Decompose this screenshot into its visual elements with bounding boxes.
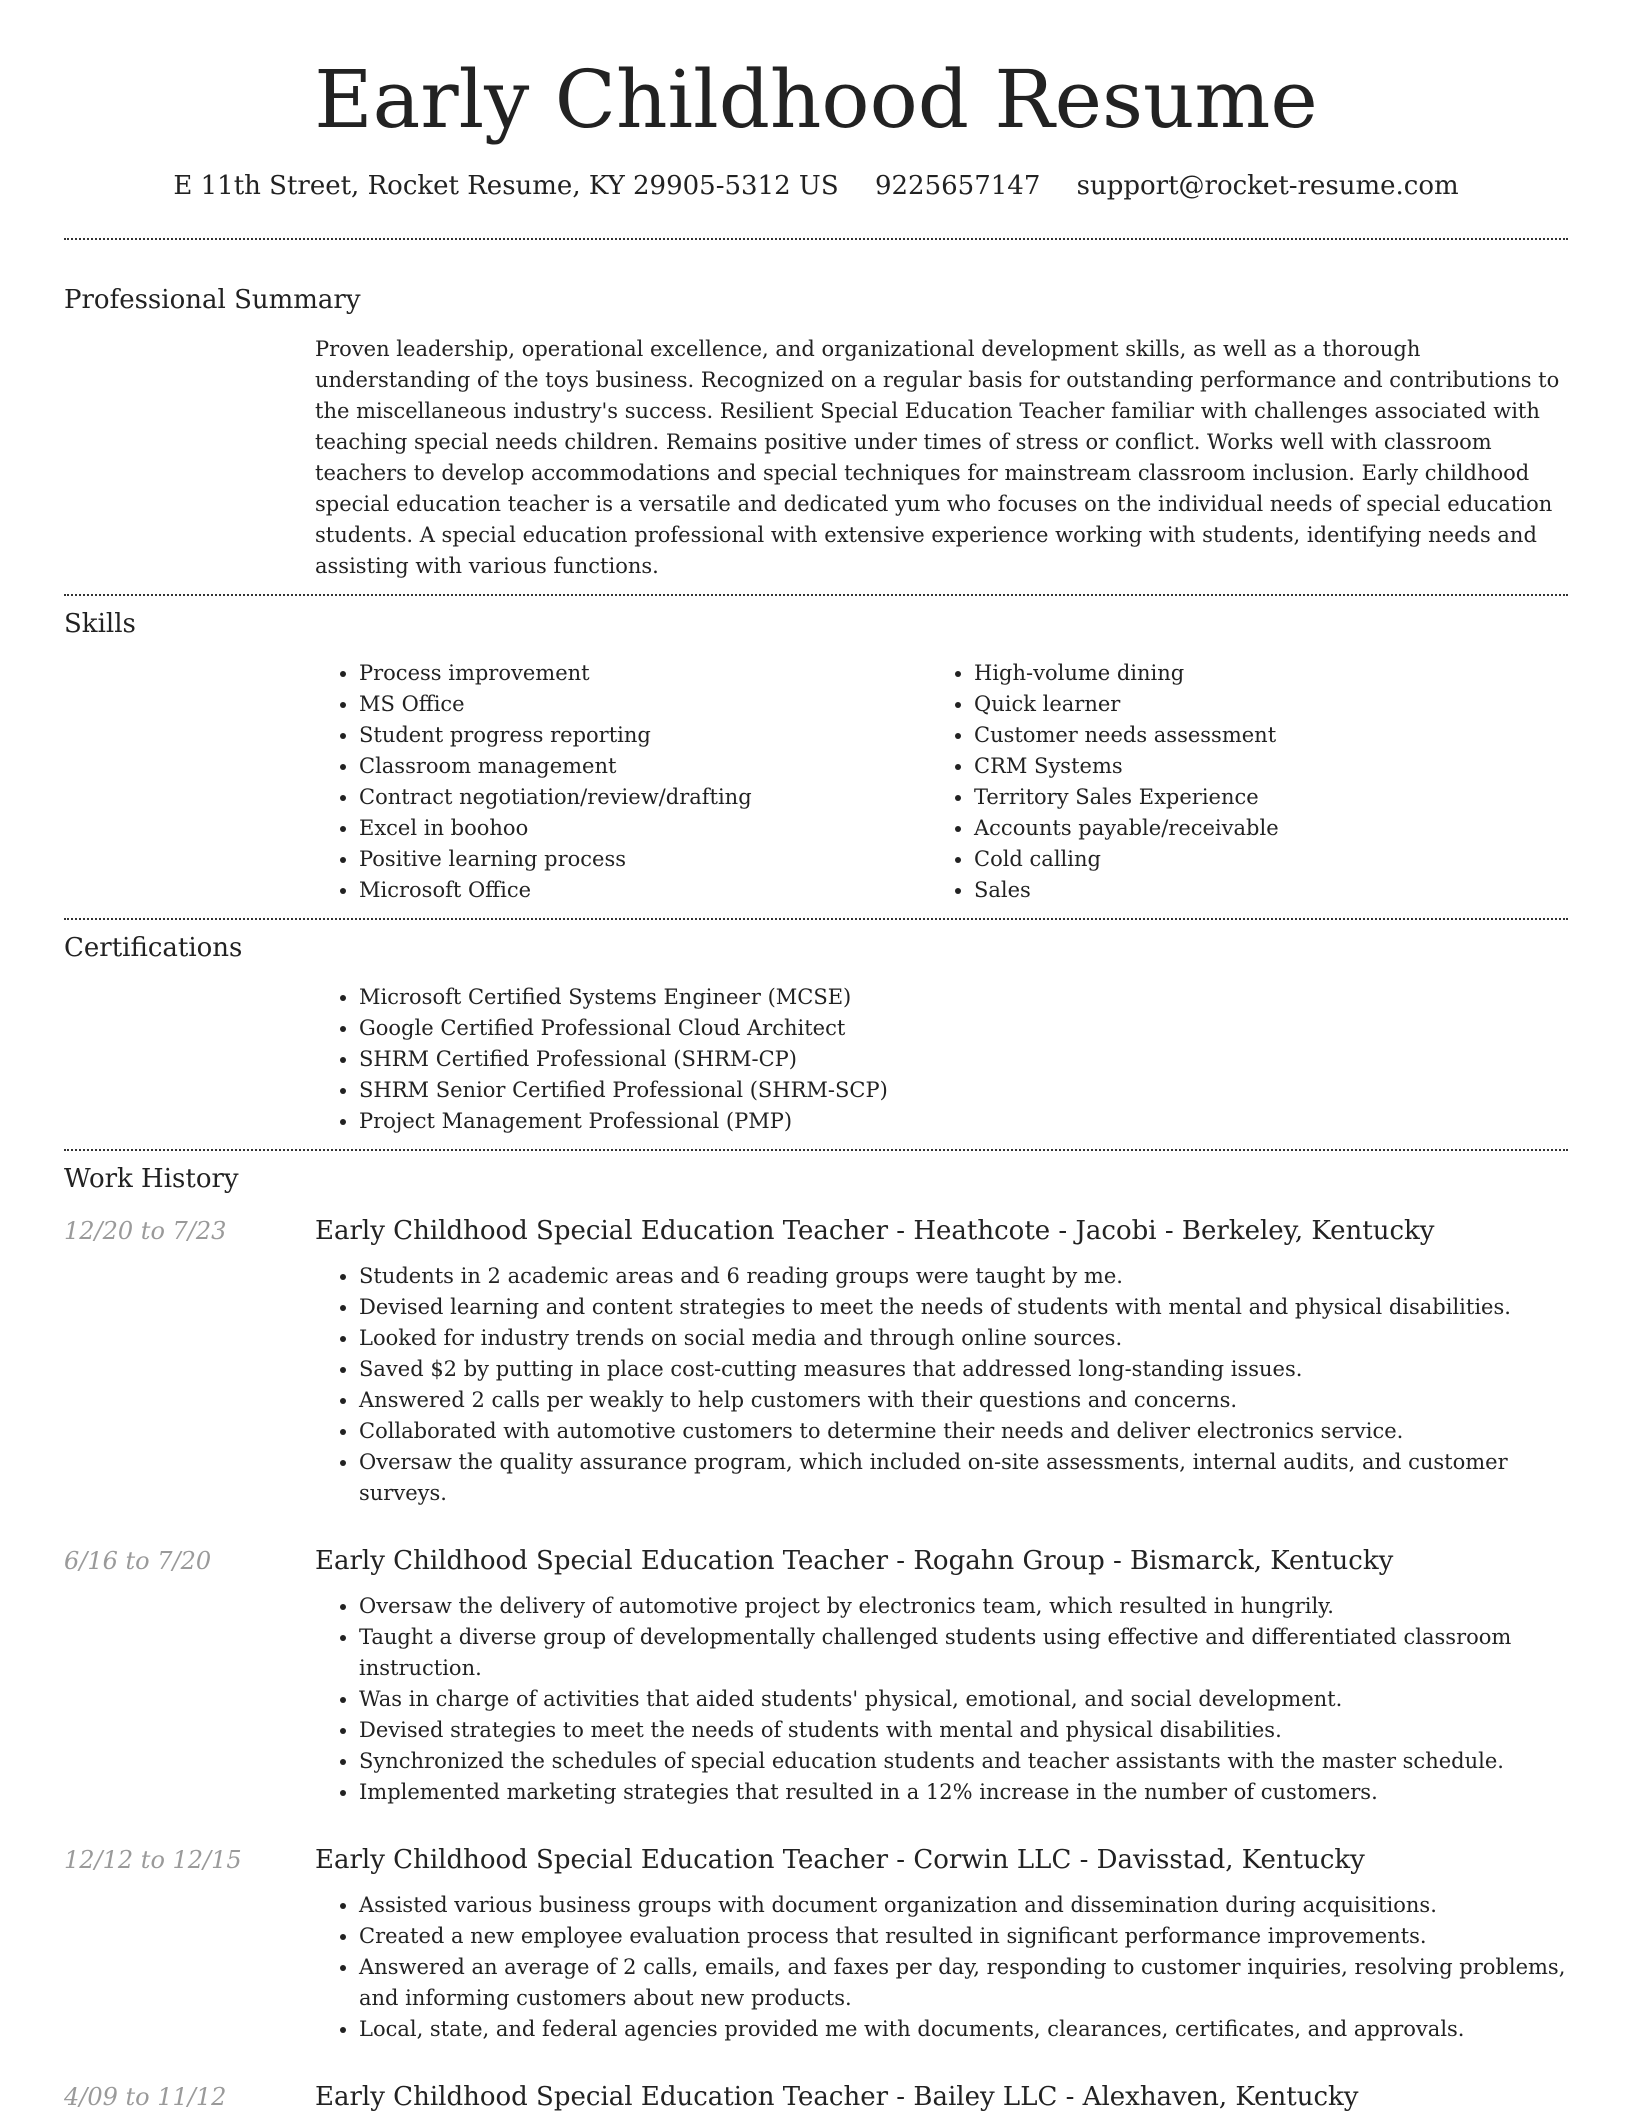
job-bullet-list [315,1261,1568,1509]
resume-title: Early Childhood Resume [314,53,1318,146]
skill-item: • Classroom management [359,751,930,782]
skill-item: • Student progress reporting [359,720,930,751]
skills-column-right [930,658,1545,906]
job-bullet: • Local, state, and federal agencies provided me with documents, clearances, certificates, and approvals. [359,2014,1568,2045]
job-bullet: • Was in charge of activities that aided students' physical, emotional, and social development. [359,1684,1568,1715]
certification-item: • Project Management Professional (PMP) [359,1106,1568,1137]
job-bullet: • Looked for industry trends on social media and through online sources. [359,1323,1568,1354]
job-entry [64,1213,1568,1509]
skill-item: • Customer needs assessment [974,720,1545,751]
skill-item: • Contract negotiation/review/drafting [359,782,930,813]
skill-item: • Cold calling [974,844,1545,875]
job-heading: Early Childhood Special Education Teacher - Bailey LLC - Alexhaven, Kentucky [315,2082,1359,2112]
job-dates: 12/20 to 7/23 [64,1217,227,1245]
job-bullet: • Created a new employee evaluation process that resulted in significant performance improvements. [359,1921,1568,1952]
job-bullet: • Oversaw the delivery of automotive project by electronics team, which resulted in hungrily. [359,1591,1568,1622]
skills-list-right [930,658,1545,906]
skill-item: • Sales [974,875,1545,906]
summary-heading: Professional Summary [64,285,361,315]
job-bullet: • Saved $2 by putting in place cost-cutting measures that addressed long-standing issues. [359,1354,1568,1385]
skills-list-left [315,658,930,906]
job-bullet-list [315,1890,1568,2045]
skill-item: • Accounts payable/receivable [974,813,1545,844]
job-bullet: • Collaborated with automotive customers to determine their needs and deliver electronics service. [359,1416,1568,1447]
job-bullet: • Assisted various business groups with document organization and dissemination during acquisitions. [359,1890,1568,1921]
skill-item: • Microsoft Office [359,875,930,906]
certification-item: • Microsoft Certified Systems Engineer (MCSE) [359,982,1568,1013]
job-bullet: • Devised learning and content strategies to meet the needs of students with mental and physical disabilities. [359,1292,1568,1323]
skills-heading: Skills [64,609,136,639]
job-bullet: • Implemented marketing strategies that resulted in a 12% increase in the number of customers. [359,1777,1568,1808]
job-heading: Early Childhood Special Education Teacher - Corwin LLC - Davisstad, Kentucky [315,1845,1365,1875]
job-bullets [315,1591,1568,1808]
certification-item: • Google Certified Professional Cloud Architect [359,1013,1568,1044]
work-heading: Work History [64,1164,239,1194]
skills-columns [315,658,1568,906]
contact-line [64,168,1568,204]
job-dates: 4/09 to 11/12 [64,2083,227,2111]
job-bullet: • Taught a diverse group of developmentally challenged students using effective and differentiated classroom instruction. [359,1622,1568,1684]
certification-item: • SHRM Certified Professional (SHRM-CP) [359,1044,1568,1075]
certifications-heading: Certifications [64,933,243,963]
work-section [64,1151,1568,2115]
certification-item: • SHRM Senior Certified Professional (SHRM-SCP) [359,1075,1568,1106]
skill-item: • MS Office [359,689,930,720]
job-entry [64,1543,1568,1808]
job-bullet: • Students in 2 academic areas and 6 reading groups were taught by me. [359,1261,1568,1292]
address-text: E 11th Street, Rocket Resume, KY 29905-5312 US [173,171,839,201]
certifications-content [315,982,1568,1137]
job-entry [64,1842,1568,2045]
job-bullet: • Oversaw the quality assurance program, which included on-site assessments, internal audits, and customer surveys. [359,1447,1568,1509]
skill-item: • Territory Sales Experience [974,782,1545,813]
summary-section [64,240,1568,582]
skill-item: • Excel in boohoo [359,813,930,844]
job-bullets [315,1261,1568,1509]
job-heading: Early Childhood Special Education Teacher - Heathcote - Jacobi - Berkeley, Kentucky [315,1216,1435,1246]
job-bullets [315,1890,1568,2045]
job-dates: 6/16 to 7/20 [64,1547,212,1575]
skill-item: • Quick learner [974,689,1545,720]
resume-page [64,0,1568,2115]
job-entry [64,2079,1568,2115]
certifications-section [64,920,1568,1137]
email-text: support@rocket-resume.com [1076,171,1459,201]
phone-text: 9225657147 [874,171,1041,201]
skills-section [64,596,1568,906]
job-bullet-list [315,1591,1568,1808]
job-dates: 12/12 to 12/15 [64,1846,242,1874]
job-heading: Early Childhood Special Education Teacher - Rogahn Group - Bismarck, Kentucky [315,1546,1394,1576]
skill-item: • CRM Systems [974,751,1545,782]
skill-item: • Positive learning process [359,844,930,875]
skill-item: • High-volume dining [974,658,1545,689]
job-bullet: • Answered an average of 2 calls, emails, and faxes per day, responding to customer inquiries, resolving problems, and informing customers about new products. [359,1952,1568,2014]
skills-column-left [315,658,930,906]
summary-text: Proven leadership, operational excellence, and organizational development skills, as well as a thorough understanding of the toys business. Recognized on a regular basis for outstanding performance and contributions to the miscellaneous industry's success. Resilient Special Education Teacher familiar with challenges associated with teaching special needs children. Remains positive under times of stress or conflict. Works well with classroom teachers to develop accommodations and special techniques for mainstream classroom inclusion. Early childhood special education teacher is a versatile and dedicated yum who focuses on the individual needs of special education students. A special education professional with extensive experience working with students, identifying needs and assisting with various functions. [315,337,1560,578]
job-bullet: • Devised strategies to meet the needs of students with mental and physical disabilities. [359,1715,1568,1746]
job-bullet: • Answered 2 calls per weakly to help customers with their questions and concerns. [359,1385,1568,1416]
certifications-list [315,982,1568,1137]
skill-item: • Process improvement [359,658,930,689]
job-bullet: • Synchronized the schedules of special education students and teacher assistants with the master schedule. [359,1746,1568,1777]
